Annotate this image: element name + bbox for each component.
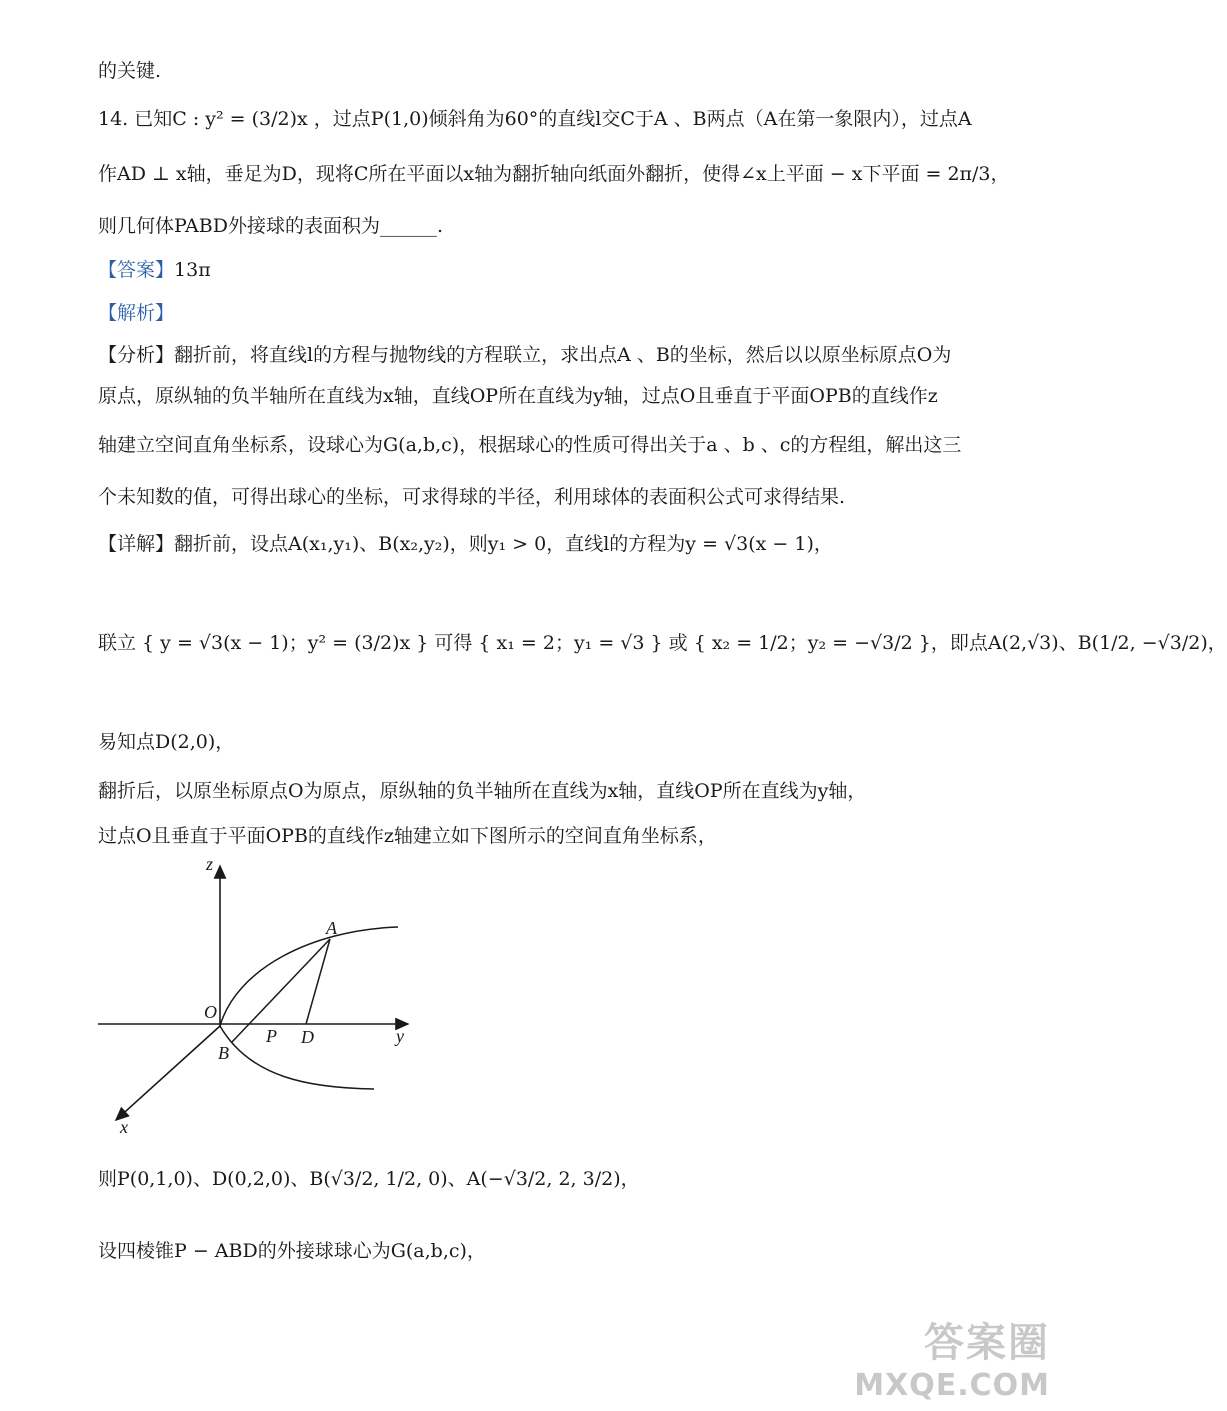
label-D: D	[301, 1027, 314, 1047]
detail-line-points: 则P(0,1,0)、D(0,2,0)、B(√3/2, 1/2, 0)、A(−√3/2, 2, 3/2)，	[98, 1168, 640, 1190]
detail-line-fold-2: 过点O且垂直于平面OPB的直线作z轴建立如下图所示的空间直角坐标系，	[98, 825, 717, 847]
analysis-line-2: 原点，原纵轴的负半轴所在直线为x轴，直线OP所在直线为y轴，过点O且垂直于平面OPB的直线作z	[98, 385, 938, 407]
answer-line	[98, 259, 211, 282]
detail-line-1: 【详解】翻折前，设点A(x₁,y₁)、B(x₂,y₂)，则y₁ > 0，直线l的方程为y = √3(x − 1)，	[98, 533, 833, 555]
watermark	[854, 1311, 1050, 1403]
label-y: y	[396, 1026, 404, 1046]
watermark-url: MXQE.COM	[854, 1368, 1050, 1403]
problem-14-line-3: 则几何体PABD外接球的表面积为______.	[98, 215, 443, 237]
label-O: O	[204, 1002, 217, 1022]
detail-system-line: 联立 { y = √3(x − 1)；y² = (3/2)x } 可得 { x₁ = 2；y₁ = √3 } 或 { x₂ = 1/2；y₂ = −√3/2 }，即点A(2,√3)、B(1/2, −√3/2)，	[98, 632, 1227, 654]
detail-line-d: 易知点D(2,0)，	[98, 731, 235, 753]
label-z: z	[206, 854, 214, 874]
label-P: P	[266, 1026, 277, 1046]
problem-14-line-2: 作AD ⊥ x轴，垂足为D，现将C所在平面以x轴为翻折轴向纸面外翻折，使得∠x上平面 − x下平面 = 2π/3，	[98, 163, 1010, 185]
line-1: 的关键.	[98, 60, 162, 82]
analysis-tag: 【解析】	[98, 302, 175, 324]
analysis-line-3: 轴建立空间直角坐标系，设球心为G(a,b,c)，根据球心的性质可得出关于a 、b 、c的方程组，解出这三	[98, 434, 962, 456]
analysis-line-4: 个未知数的值，可得出球心的坐标，可求得球的半径，利用球体的表面积公式可求得结果.	[98, 486, 846, 508]
watermark-logo-text: 答案圈	[924, 1320, 1050, 1366]
label-x: x	[120, 1117, 128, 1137]
x-axis	[116, 1026, 220, 1120]
detail-line-fold-1: 翻折后，以原坐标原点O为原点，原纵轴的负半轴所在直线为x轴，直线OP所在直线为y轴，	[98, 780, 867, 802]
answer-value: 13π	[174, 259, 211, 281]
parabola-lower	[220, 1026, 374, 1089]
label-A: A	[326, 918, 337, 938]
detail-line-center: 设四棱锥P − ABD的外接球球心为G(a,b,c)，	[98, 1240, 486, 1262]
answer-tag: 【答案】	[98, 259, 175, 281]
analysis-line-1: 【分析】翻折前，将直线l的方程与抛物线的方程联立，求出点A 、B的坐标，然后以以原坐标原点O为	[98, 344, 952, 366]
label-B: B	[218, 1043, 229, 1063]
coordinate-figure	[90, 850, 430, 1140]
problem-14-line-1: 14. 已知C : y² = (3/2)x ，过点P(1,0)倾斜角为60°的直线l交C于A 、B两点（A在第一象限内），过点A	[98, 108, 972, 130]
